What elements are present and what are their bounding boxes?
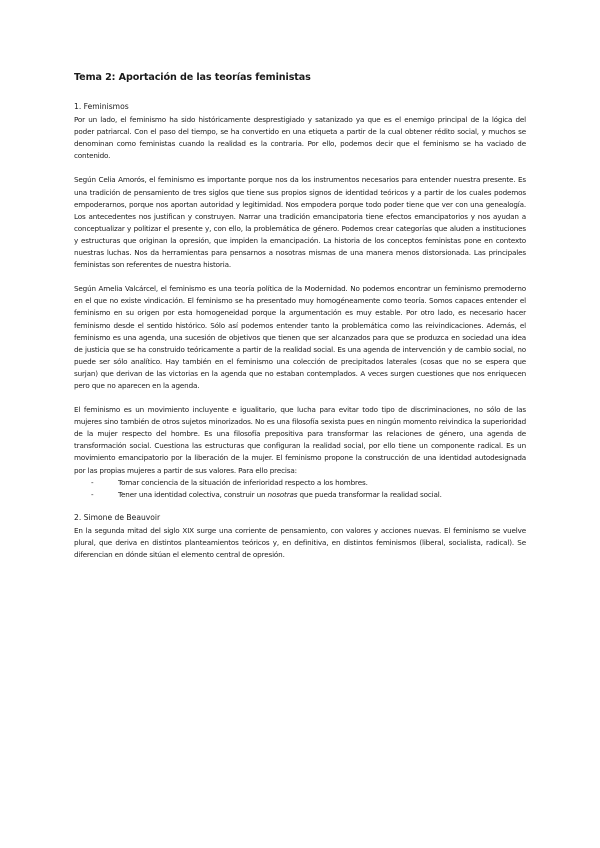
- bullet-dash: -: [91, 489, 94, 499]
- paragraph-celia-amoros: Según Celia Amorós, el feminismo es importante porque nos da los instrumentos necesarios para entender nuestra presente. Es una tradición de pensamiento de tres siglos que tiene sus propios signos de identidad teóricos y a partir de los cuales podemos empoderarnos, porque nos aportan autoridad y legitimidad. Nos empodera porque todo poder tiene que ver con una genealogía. Los antecedentes nos justifican y construyen. Narrar una tradición emancipatoria tiene efectos emancipatorios y nos ayudan a conceptualizar y politizar el presente y, con ello, la problemática de género. Podemos crear categorías que aluden a instituciones y estructuras que originan la opresión, que impiden la emancipación. La historia de los conceptos feministas pone en contexto nuestras luchas. Nos da herramientas para pensarnos a nosotras mismas de una manera menos distorsionada. Las principales feministas son referentes de nuestra historia.: [74, 175, 526, 270]
- list-item: [74, 477, 526, 489]
- paragraph-feminismo-movimiento: El feminismo es un movimiento incluyente e igualitario, que lucha para evitar todo tipo de discriminaciones, no sólo de las mujeres sino también de otros sujetos minorizados. No es una filosofía sexista pues en ningún momento reivindica la superioridad de la mujer respecto del hombre. Es una filosofía prepositiva para transformar las relaciones de género, una agenda de transformación social. Cuestiona las estructuras que configuran la realidad social, por ello tiene un componente radical. Es un movimiento emancipatorio por la liberación de la mujer. El feminismo propone la construcción de una identidad autodesignada por las propias mujeres a partir de sus valores. Para ello precisa:: [74, 405, 526, 475]
- paragraph-beauvoir: En la segunda mitad del siglo XIX surge una corriente de pensamiento, con valores y acciones nuevas. El feminismo se vuelve plural, que deriva en distintos planteamientos teóricos y, en definitiva, en distintos feminismos (liberal, socialista, radical). Se diferencian en dónde sitúan el elemento central de opresión.: [74, 525, 526, 560]
- section-heading-beauvoir: 2. Simone de Beauvoir: [74, 512, 161, 522]
- bullet-text-before: Tener una identidad colectiva, construir un: [118, 489, 268, 499]
- paragraph-amelia-valcarcel: Según Amelia Valcárcel, el feminismo es una teoría política de la Modernidad. No podemos encontrar un feminismo premoderno en el que no existe vindicación. El feminismo se ha presentado muy homogéneamente como teoría. Somos capaces entender el feminismo en su origen por esta homogeneidad porque la argumentación es muy estable. Por otro lado, es necesario hacer feminismo desde el sentido histórico. Sólo así podemos entender tanto la problemática como las reivindicaciones. Además, el feminismo es una agenda, una sucesión de objetivos que tienen que ser alcanzados para que se produzca en sociedad una idea de justicia que se ha construido teóricamente a partir de la realidad social. Es una agenda de intervención y de cambio social, no puede ser sólo analítico. Hay también en el feminismo una colección de precipitados laterales (cosas que no se espera que surjan) que derivan de las victorias en la agenda que no estaban contemplados. A veces surgen cuestiones que nos enriquecen pero que no aparecen en la agenda.: [74, 284, 526, 390]
- bullet-text-italic: nosotras: [267, 489, 298, 499]
- list-item: [74, 489, 526, 501]
- document-page: [74, 72, 526, 561]
- section-heading-feminismos: 1. Feminismos: [74, 102, 129, 111]
- bullet-text: Tomar conciencia de la situación de inferioridad respecto a los hombres.: [118, 477, 368, 487]
- paragraph-intro: Por un lado, el feminismo ha sido históricamente desprestigiado y satanizado ya que es el enemigo principal de la lógica del poder patriarcal. Con el paso del tiempo, se ha convertido en una etiqueta a partir de la cual obtener rédito social, y muchos se denominan como feministas cuando la realidad es la contraria. Por ello, podemos decir que el feminismo se ha vaciado de contenido.: [74, 115, 526, 161]
- bullet-list: [74, 477, 526, 501]
- bullet-text-after: que pueda transformar la realidad social.: [297, 489, 442, 499]
- document-title: Tema 2: Aportación de las teorías feministas: [74, 72, 311, 83]
- bullet-dash: -: [91, 477, 94, 487]
